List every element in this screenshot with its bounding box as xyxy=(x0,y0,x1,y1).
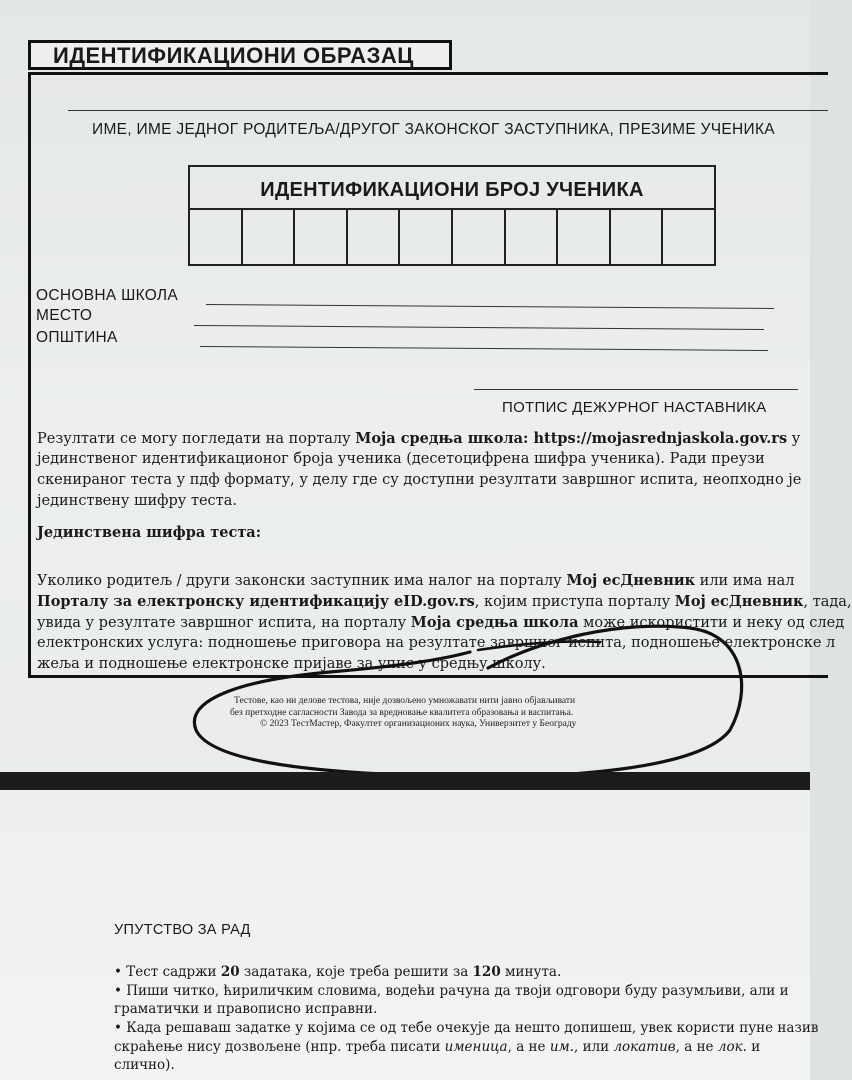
id-digit-cell xyxy=(190,210,243,264)
id-digit-cell xyxy=(506,210,559,264)
form-title: ИДЕНТИФИКАЦИОНИ ОБРАЗАЦ xyxy=(28,40,452,70)
id-digit-cell xyxy=(243,210,296,264)
id-digit-cell xyxy=(558,210,611,264)
results-paragraph-line: скенираног теста у пдф формату, у делу где су доступни резултати завршног испита, неопходно је xyxy=(37,472,802,488)
id-digit-cell xyxy=(453,210,506,264)
place-label: МЕСТО xyxy=(36,307,93,324)
id-digit-cell xyxy=(400,210,453,264)
id-digit-cell xyxy=(663,210,714,264)
id-digit-cell xyxy=(348,210,401,264)
test-code-label: Јединствена шифра теста: xyxy=(37,524,262,541)
instruction-line: • Када решаваш задатке у којима се од тебе очекује да нешто допишеш, увек користи пуне назив xyxy=(114,1020,819,1036)
results-paragraph-line: јединствену шифру теста. xyxy=(37,493,237,509)
services-paragraph-line: Уколико родитељ / други законски заступник има налог на порталу Мој есДневник или има нал xyxy=(37,572,795,589)
copyright-note xyxy=(230,696,640,731)
services-paragraph-line: Порталу за електронску идентификацију eID.gov.rs, којим приступа порталу Мој есДневник, тада, xyxy=(37,593,852,610)
school-label: ОСНОВНА ШКОЛА xyxy=(36,287,179,304)
page-separator xyxy=(0,772,810,790)
copyright-note-line: Тестове, као ни делове тестова, није дозвољено умножавати нити јавно објављивати xyxy=(234,696,576,706)
signature-label: ПОТПИС ДЕЖУРНОГ НАСТАВНИКА xyxy=(502,399,767,416)
instruction-line: граматички и правописно исправни. xyxy=(114,1001,378,1017)
name-fill-line xyxy=(68,110,828,111)
copyright-note-line: без претходне сагласности Завода за вредновање квалитета образовања и васпитања. xyxy=(230,707,574,718)
instruction-line: слично). xyxy=(114,1057,175,1073)
signature-line xyxy=(474,389,798,390)
services-paragraph-line: електронских услуга: подношење приговора на резултате завршног испита, подношење електронске л xyxy=(37,635,836,651)
id-digit-cell xyxy=(611,210,664,264)
copyright-note-line: © 2023 ТестМастер, Факултет организационих наука, Универзитет у Београду xyxy=(260,719,577,729)
instruction-line: скраћење нису дозвољене (нпр. треба писати именица, а не им., или локатив, а не лок. и xyxy=(114,1039,761,1055)
results-paragraph-line: јединственог идентификационог броја ученика (десетоцифрена шифра ученика). Ради преузи xyxy=(37,451,765,467)
instructions-title: УПУТСТВО ЗА РАД xyxy=(114,922,251,938)
services-paragraph-line: жеља и подношење електронске пријаве за упис у средњу школу. xyxy=(37,656,546,672)
student-id-title: ИДЕНТИФИКАЦИОНИ БРОЈ УЧЕНИКА xyxy=(190,167,714,210)
student-id-digit-cells xyxy=(190,210,714,264)
results-paragraph-line: Резултати се могу погледати на порталу Моја средња школа: https://mojasrednjaskola.gov.rs у xyxy=(37,430,801,447)
student-id-box xyxy=(188,165,716,266)
instruction-line: • Тест садржи 20 задатака, које треба решити за 120 минута. xyxy=(114,964,562,980)
services-paragraph-line: увида у резултате завршног испита, на порталу Моја средња школа може искористити и неку од след xyxy=(37,614,845,631)
name-label: ИМЕ, ИМЕ ЈЕДНОГ РОДИТЕЉА/ДРУГОГ ЗАКОНСКОГ ЗАСТУПНИКА, ПРЕЗИМЕ УЧЕНИКА xyxy=(92,121,775,138)
id-digit-cell xyxy=(295,210,348,264)
municipality-label: ОПШТИНА xyxy=(36,329,118,346)
instruction-line: • Пиши читко, ћириличким словима, водећи рачуна да твоји одговори буду разумљиви, али и xyxy=(114,983,789,999)
